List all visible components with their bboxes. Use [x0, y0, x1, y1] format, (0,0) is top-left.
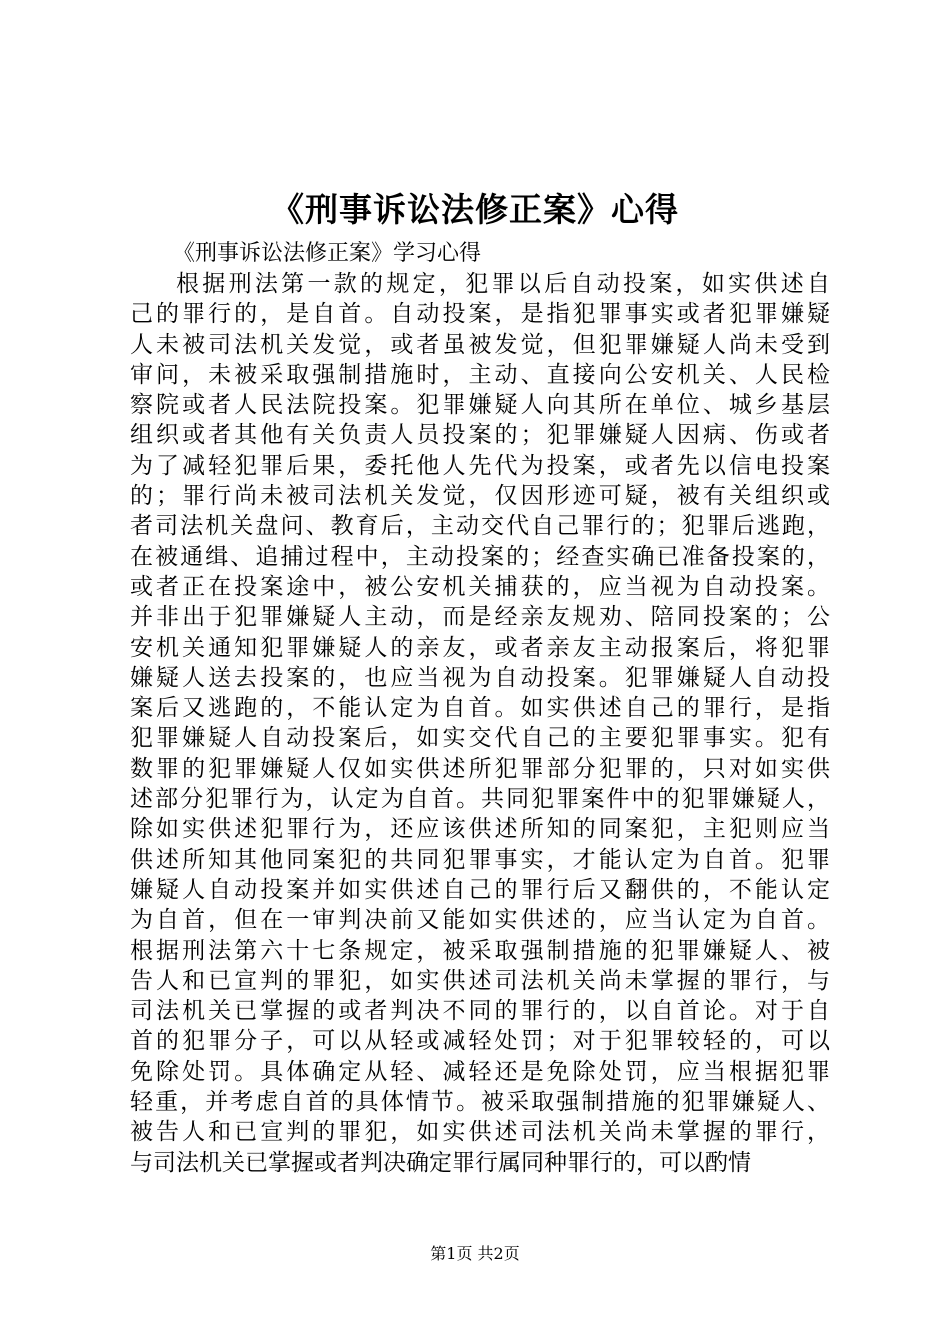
- text-line: 在被通缉、追捕过程中，主动投案的；经查实确已准备投案的，: [130, 543, 830, 570]
- text-line: 供述所知其他同案犯的共同犯罪事实，才能认定为自首。犯罪: [130, 846, 830, 873]
- text-line: 人未被司法机关发觉，或者虽被发觉，但犯罪嫌疑人尚未受到: [130, 331, 830, 358]
- text-line: 被告人和已宣判的罪犯，如实供述司法机关尚未掌握的罪行，: [130, 1119, 830, 1146]
- text-line: 并非出于犯罪嫌疑人主动，而是经亲友规劝、陪同投案的；公: [130, 604, 830, 631]
- text-line: 数罪的犯罪嫌疑人仅如实供述所犯罪部分犯罪的，只对如实供: [130, 755, 830, 782]
- body-text: [130, 269, 830, 1178]
- text-line: 根据刑法第一款的规定，犯罪以后自动投案，如实供述自: [176, 271, 830, 297]
- text-line: 安机关通知犯罪嫌疑人的亲友，或者亲友主动报案后，将犯罪: [130, 634, 830, 661]
- text-line: 己的罪行的，是自首。自动投案，是指犯罪事实或者犯罪嫌疑: [130, 301, 830, 328]
- text-line: 与司法机关已掌握或者判决确定罪行属同种罪行的，可以酌情: [130, 1149, 751, 1176]
- text-line: 嫌疑人送去投案的，也应当视为自动投案。犯罪嫌疑人自动投: [130, 664, 830, 691]
- text-line: 除如实供述犯罪行为，还应该供述所知的同案犯，主犯则应当: [130, 816, 830, 843]
- text-line: 免除处罚。具体确定从轻、减轻还是免除处罚，应当根据犯罪: [130, 1058, 830, 1085]
- text-line: 轻重，并考虑自首的具体情节。被采取强制措施的犯罪嫌疑人、: [130, 1089, 830, 1116]
- text-line: 案后又逃跑的，不能认定为自首。如实供述自己的罪行，是指: [130, 695, 830, 722]
- text-line: 犯罪嫌疑人自动投案后，如实交代自己的主要犯罪事实。犯有: [130, 725, 830, 752]
- text-line: 为了减轻犯罪后果，委托他人先代为投案，或者先以信电投案: [130, 452, 830, 479]
- text-line: 告人和已宣判的罪犯，如实供述司法机关尚未掌握的罪行，与: [130, 967, 830, 994]
- text-line: 审问，未被采取强制措施时，主动、直接向公安机关、人民检: [130, 361, 830, 388]
- document-title: 《刑事诉讼法修正案》心得: [271, 190, 679, 229]
- text-line: 司法机关已掌握的或者判决不同的罪行的，以自首论。对于自: [130, 998, 830, 1025]
- document-subtitle: 《刑事诉讼法修正案》学习心得: [173, 241, 482, 266]
- text-line: 首的犯罪分子，可以从轻或减轻处罚；对于犯罪较轻的，可以: [130, 1028, 830, 1055]
- text-line: 或者正在投案途中，被公安机关捕获的，应当视为自动投案。: [130, 573, 830, 600]
- text-line: 组织或者其他有关负责人员投案的；犯罪嫌疑人因病、伤或者: [130, 422, 830, 449]
- text-line: 的；罪行尚未被司法机关发觉，仅因形迹可疑，被有关组织或: [130, 483, 830, 510]
- text-line: 者司法机关盘问、教育后，主动交代自己罪行的；犯罪后逃跑，: [130, 513, 830, 540]
- text-line: 述部分犯罪行为，认定为自首。共同犯罪案件中的犯罪嫌疑人，: [130, 786, 830, 813]
- text-line: 根据刑法第六十七条规定，被采取强制措施的犯罪嫌疑人、被: [130, 937, 830, 964]
- text-line: 嫌疑人自动投案并如实供述自己的罪行后又翻供的，不能认定: [130, 876, 830, 903]
- page-footer: 第1页 共2页: [430, 1244, 520, 1263]
- text-line: 察院或者人民法院投案。犯罪嫌疑人向其所在单位、城乡基层: [130, 392, 830, 419]
- text-line: 为自首，但在一审判决前又能如实供述的，应当认定为自首。: [130, 907, 830, 934]
